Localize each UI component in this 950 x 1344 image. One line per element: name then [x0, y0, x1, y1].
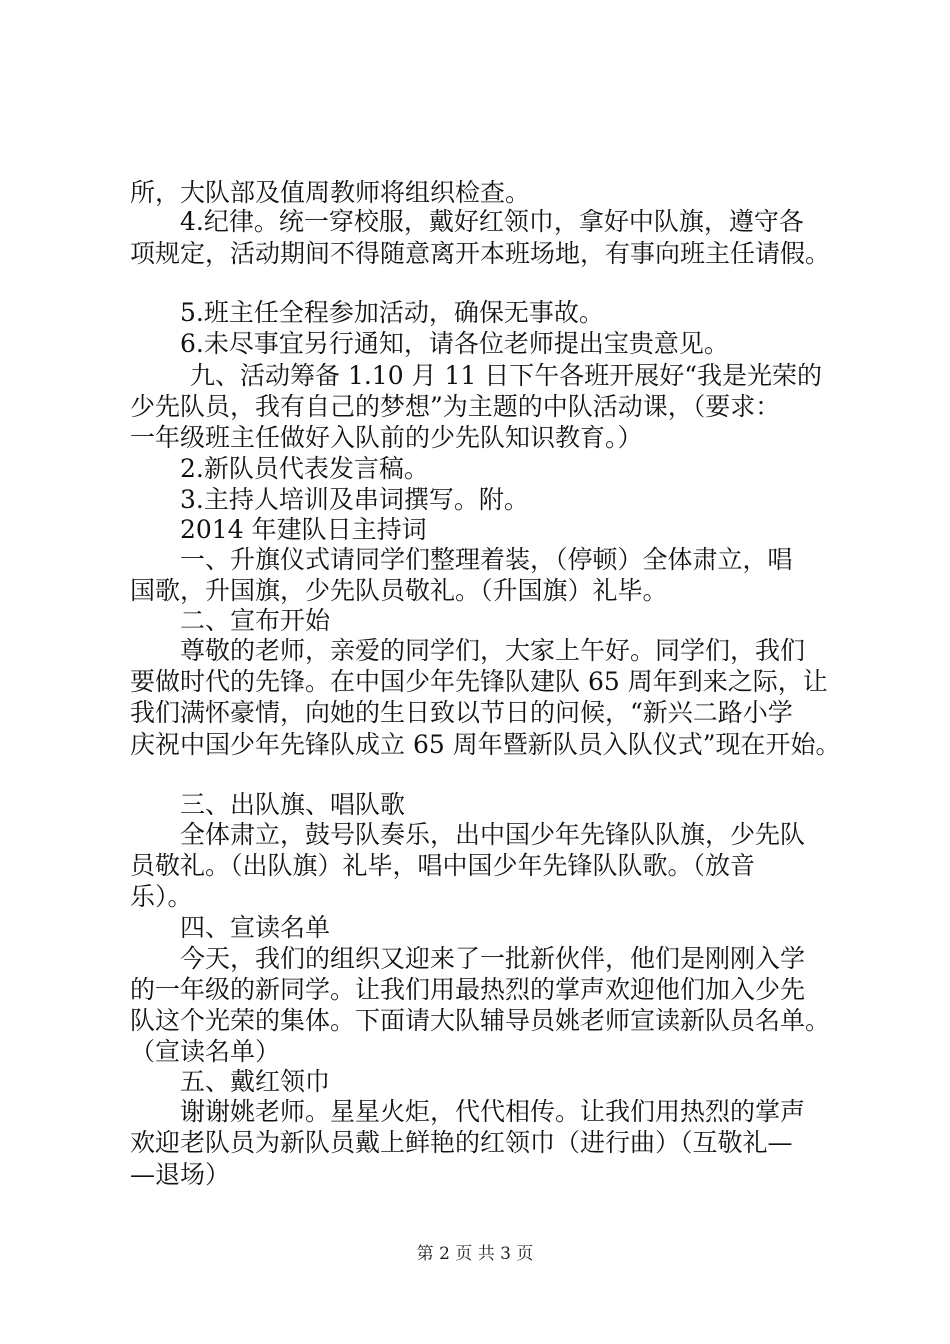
text-line: 2.新队员代表发言稿。	[180, 454, 429, 483]
section-heading: 二、宣布开始	[180, 606, 331, 635]
text-line: 5.班主任全程参加活动，确保无事故。	[180, 298, 604, 327]
text-line: 少先队员，我有自己的梦想”为主题的中队活动课，（要求：	[130, 392, 781, 421]
text-line: 一年级班主任做好入队前的少先队知识教育。）	[130, 423, 643, 452]
text-line: 3.主持人培训及串词撰写。附。	[180, 485, 529, 514]
text-line: 所，大队部及值周教师将组织检查。	[130, 178, 531, 207]
text-line: 今天，我们的组织又迎来了一批新伙伴，他们是刚刚入学	[180, 944, 806, 973]
text-line: 项规定，活动期间不得随意离开本班场地，有事向班主任请假。	[130, 239, 831, 268]
text-line: 6.未尽事宜另行通知，请各位老师提出宝贵意见。	[180, 329, 729, 358]
page-number-footer: 第 2 页 共 3 页	[416, 1244, 534, 1264]
text-line: 我们满怀豪情，向她的生日致以节日的问候，“新兴二路小学	[130, 698, 793, 727]
text-line: 尊敬的老师，亲爱的同学们，大家上午好。同学们，我们	[180, 636, 806, 665]
text-line: 队这个光荣的集体。下面请大队辅导员姚老师宣读新队员名单。	[130, 1006, 831, 1035]
text-line: —退场）	[130, 1160, 231, 1189]
subtitle: 2014 年建队日主持词	[180, 515, 427, 544]
text-line: 员敬礼。（出队旗）礼毕，唱中国少年先锋队队歌。（放音	[130, 851, 756, 880]
text-line: 谢谢姚老师。星星火炬，代代相传。让我们用热烈的掌声	[180, 1097, 806, 1126]
text-line: 全体肃立，鼓号队奏乐，出中国少年先锋队队旗，少先队	[180, 820, 806, 849]
text-line: 4.纪律。统一穿校服，戴好红领巾，拿好中队旗，遵守各	[180, 207, 804, 236]
text-line: 的一年级的新同学。让我们用最热烈的掌声欢迎他们加入少先	[130, 975, 806, 1004]
section-heading: 九、活动筹备 1.10 月 11 日下午各班开展好“我是光荣的	[190, 361, 823, 390]
text-line: 国歌，升国旗，少先队员敬礼。（升国旗）礼毕。	[130, 576, 668, 605]
section-heading: 三、出队旗、唱队歌	[180, 790, 406, 819]
text-line: 欢迎老队员为新队员戴上鲜艳的红领巾（进行曲）（互敬礼—	[130, 1128, 793, 1157]
text-line: 要做时代的先锋。在中国少年先锋队建队 65 周年到来之际，让	[130, 667, 828, 696]
section-heading: 一、升旗仪式请同学们整理着装，（停顿）全体肃立，唱	[180, 545, 793, 574]
text-line: （宣读名单）	[130, 1037, 281, 1066]
section-heading: 四、宣读名单	[180, 913, 331, 942]
section-heading: 五、戴红领巾	[180, 1067, 331, 1096]
text-line: 乐）。	[130, 882, 193, 911]
text-line: 庆祝中国少年先锋队成立 65 周年暨新队员入队仪式”现在开始。	[130, 730, 841, 759]
